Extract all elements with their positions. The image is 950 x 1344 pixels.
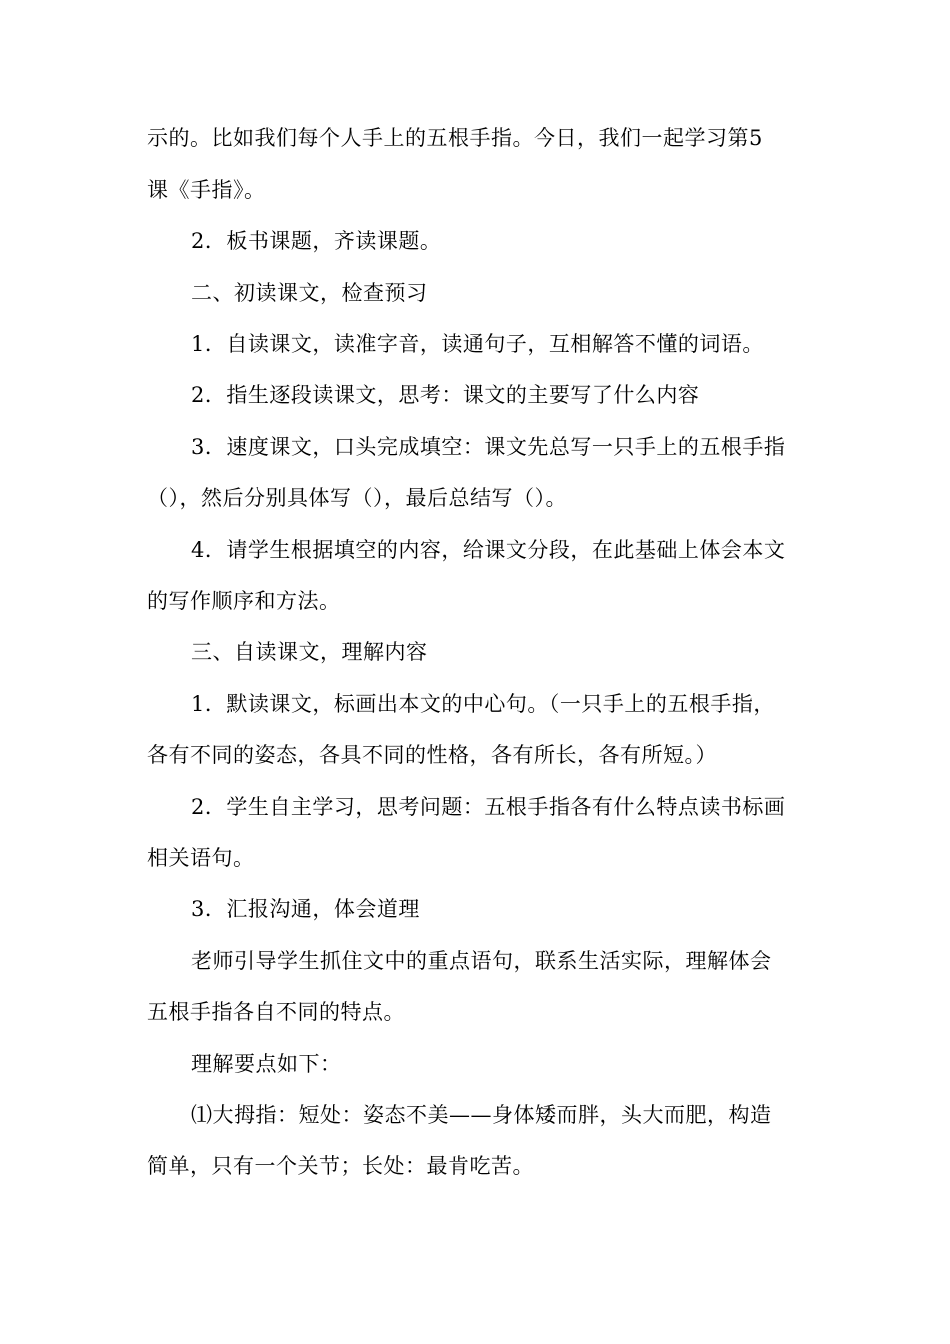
text-line: 各有不同的姿态，各具不同的性格，各有所长，各有所短。） [147, 743, 717, 767]
text-line: 简单，只有一个关节；长处：最肯吃苦。 [147, 1154, 534, 1178]
text-line: 2．指生逐段读课文，思考：课文的主要写了什么内容 [191, 383, 700, 407]
section-heading: 三、自读课文，理解内容 [191, 640, 428, 664]
text-line: 的写作顺序和方法。 [147, 589, 341, 613]
text-line: 五根手指各自不同的特点。 [147, 1000, 405, 1024]
text-line: 示的。比如我们每个人手上的五根手指。今日，我们一起学习第5 [147, 126, 763, 150]
text-line: 2．学生自主学习，思考问题：五根手指各有什么特点读书标画 [191, 795, 786, 819]
text-line: （），然后分别具体写（），最后总结写（）。 [147, 486, 567, 510]
text-line: 老师引导学生抓住文中的重点语句，联系生活实际，理解体会 [191, 949, 772, 973]
text-line: 2．板书课题，齐读课题。 [191, 229, 442, 253]
text-line: 3．速度课文，口头完成填空：课文先总写一只手上的五根手指 [191, 435, 786, 459]
text-line: 1．默读课文，标画出本文的中心句。（一只手上的五根手指， [191, 692, 775, 716]
text-line: ⑴大拇指：短处：姿态不美——身体矮而胖，头大而肥，构造 [191, 1103, 772, 1127]
text-line: 3．汇报沟通，体会道理 [191, 897, 420, 921]
section-heading: 二、初读课文，检查预习 [191, 281, 428, 305]
text-line: 课《手指》。 [147, 178, 266, 202]
text-line: 相关语句。 [147, 846, 255, 870]
text-line: 1．自读课文，读准字音，读通句子，互相解答不懂的词语。 [191, 332, 764, 356]
text-line: 4．请学生根据填空的内容，给课文分段，在此基础上体会本文 [191, 538, 786, 562]
text-line: 理解要点如下： [191, 1052, 342, 1076]
